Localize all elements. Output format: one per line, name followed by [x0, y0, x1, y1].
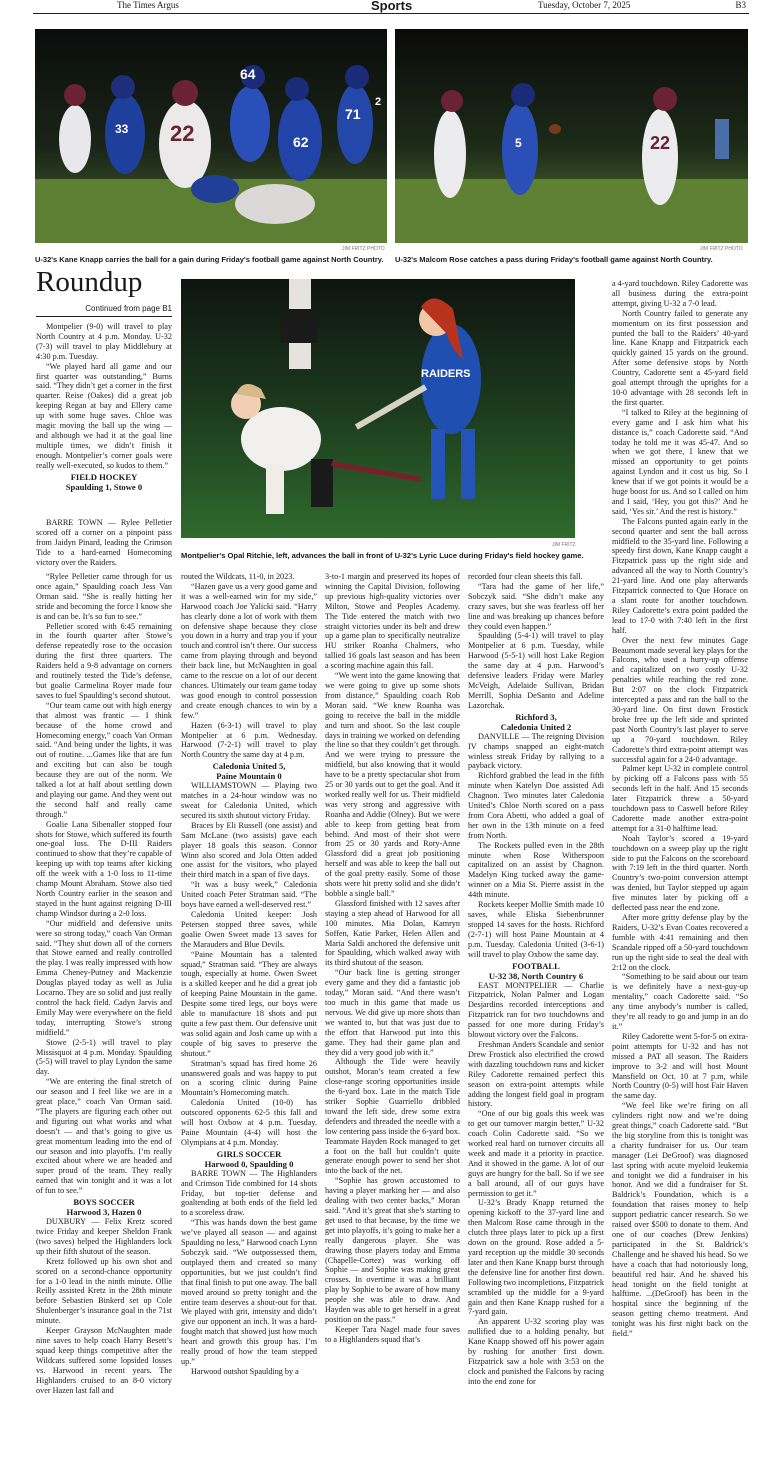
photo-caption: U-32's Malcom Rose catches a pass during Friday's football game against North Country.	[395, 255, 713, 264]
paragraph: Stowe (2-5-1) will travel to play Missisquoi at 4 p.m. Monday. Spaulding (5-5) will travel to play Lyndon the same day.	[36, 1037, 172, 1077]
subhead	[181, 761, 317, 781]
subhead-sport: BOYS SOCCER	[73, 1197, 135, 1208]
paragraph: “Sophie has grown accustomed to having a player marking her — and also dealing with two center backs,” Moran said. “And it’s great that she’s starting to get used to that because, by the time we get into playoffs, it’s going to make her a really dangerous player. She was drawing those players today and Emma (Chapelle-Cortez) was working off Sophie — and Sophie was making great crosses. In overtime it was a brilliant play by Sophie to be aware of how many people she was able to draw. And Hayden was able to get herself in a great position on the pass.”	[325, 1176, 460, 1324]
paragraph: routed the Wildcats, 11-0, in 2023.	[181, 572, 295, 581]
paragraph: Although the Tide were heavily outshot, Moran’s team created a few close-range scoring opportunities inside the 6-yard box. Late in the match Tide striker Sophie Guarriello dribbled toward the left side, drew some extra defenders and threaded the needle with a low centering pass inside the 6-yard box. Teammate Hayden Rock managed to get a foot on the ball but couldn’t quite generate enough power to send her shot into the back of the net.	[325, 1057, 460, 1176]
subhead-sport: GIRLS SOCCER	[216, 1148, 282, 1159]
photo-football-run	[35, 29, 387, 243]
paragraph: “Our team came out with high energy that almost was frantic — I think because of the home crowd and Homecoming energy,” coach Van Orman said. “And being under the lights, it was out of routine. ...Games like that are fun and exciting but can also be tough because they are out of the norm. We talked a lot at half about settling down and playing our game. And they went out the second half and really came through.”	[36, 700, 172, 819]
jersey-number: 64	[240, 66, 256, 82]
subhead-score: Harwood 3, Hazen 0	[66, 1207, 142, 1218]
paragraph: Rockets keeper Mollie Smith made 10 saves, while Eliska Siebenbrunner stopped 14 saves for the hosts. Richford (2-7-1) will host Paine Mountain at 4 p.m. Tuesday. Caledonia United (3-6-1) will travel to play Oxbow the same day.	[468, 900, 604, 959]
paragraph: Braces by Eli Russell (one assist) and Sam McLane (two assists) gave each player 18 goals this season. Connor Winn also scored and Jola Otten added one assist for the visitors, who played their third match in a span of five days.	[181, 820, 317, 880]
paragraph: Palmer kept U-32 in complete control by picking off a Falcons pass with 55 seconds left in the half. And 15 seconds later Fitzpatrick threw a 50-yard touchdown pass to Caswell before Riley Cadorette made another extra-point attempt for a 31-0 halftime lead.	[612, 764, 748, 833]
paragraph: “I talked to Riley at the beginning of every game and I ask him what his distance is,” coach Cadorette said. “And today he told me it was 45-47. And so when we got there, I knew that we missed an opportunity to get points against Lyndon and it cost us big. So I knew that if we got points it would be a huge boost for us. And so I called on him and I said, ‘Hey, you got this?’ And he said, ‘Yes sir.’ And the rest is history.”	[612, 407, 748, 516]
jersey-number: 62	[293, 134, 309, 150]
photo-credit: JIM FRITZ PHOTO	[342, 246, 385, 252]
paragraph: Pelletier scored with 6:45 remaining in the fourth quarter after Stowe’s defense repeatedly rose to the occasion during the first three quarters. The Raiders held a 9-8 advantage on corners and routinely tested the Tide’s defense, but goalie Carmelina Royer made four saves to fuel Spaulding’s second shutout.	[36, 621, 172, 700]
continued-line: Continued from page B1	[36, 304, 172, 317]
paragraph: Over the next few minutes Gage Beaumont made several key plays for the Falcons, who used a hurry-up offense and capitalized on two costly U-32 penalties while reaching the red zone. But 2:07 on the clock Fitzpatrick intercepted a pass and ran the ball to the 30-yard line. On first down Frostick broke free up the left side and sprinted past North Country’s last player to serve up a 70-yard touchdown. Riley Cadorette’s third extra-point attempt was successful again for a 24-0 advantage.	[612, 635, 748, 764]
photo-caption: U-32's Kane Knapp carries the ball for a gain during Friday's football game against North Country.	[35, 255, 384, 264]
article-column-1	[36, 322, 172, 492]
subhead-sport: FOOTBALL	[512, 960, 560, 971]
paragraph: Riley Cadorette went 5-for-5 on extra-point attempts for U-32 and has not missed a PAT all season. The Raiders improve to 3-2 and will host Mount Mansfield on Oct. 10 at 7 p.m, while North Country (0-5) will host Fair Haven the same day.	[612, 1031, 749, 1101]
paragraph: After more gritty defense play by the Raiders, U-32’s Evan Coates recovered a fumble with 4:41 remaining and then Scandale ripped off a 50-yard touchdown run up the right side to seal the deal with 2:12 on the clock.	[612, 913, 748, 972]
subhead-line: Paine Mountain 0	[216, 771, 282, 782]
paragraph: “This was hands down the best game we’ve played all season — and against Spaulding no less,” Harwood coach Lynn Sobczyk said. “We outpossessed them, outplayed them and created so many opportunities, but we just couldn’t find that final finish to put one away. The ball moved around so pretty tonight and the entire team deserves a shout-out for that. We played with grit, intensity and didn’t give our opponent an inch. It was a hard-fought match that showed just how much heart and growth this group has. I’m really proud of how the team stepped up.”	[181, 1218, 317, 1366]
paragraph: North Country failed to generate any momentum on its first possession and punted the ball to the Raiders’ 40-yard line. Kane Knapp and Fitzpatrick each quickly gained 15 yards on the ground. After some defensive stops by North Country, Cadorette sent a 45-yard field goal attempt through the uprights for a 10-0 advantage with 28 seconds left in the first quarter.	[612, 308, 748, 407]
paragraph: An apparent U-32 scoring play was nullified due to a holding penalty, but Kane Knapp showed off his power again by rushing for another first down. Fitzpatrick saw a hole with 3:53 on the clock and punished the Falcons by racing into the end zone for	[468, 1317, 604, 1386]
paragraph: “It was a busy week,” Caledonia United coach Peter Stratman said. “The boys have earned a well-deserved rest.”	[181, 880, 317, 910]
paragraph: Noah Taylor’s scored a 19-yard touchdown on a sweep play up the right side to put the Falcons on the scoreboard with 7:19 left in the third quarter. North Country’s two-point conversion attempt was denied, but Taylor stepped up again five minutes later by picking off a deflected pass near the end zone.	[612, 833, 748, 913]
jersey-number: 33	[115, 122, 129, 136]
subhead	[36, 1197, 172, 1217]
paragraph: “Hazen gave us a very good game and it was a well-earned win for my side,” Harwood coach Joe Yalicki said. “Harry has clearly done a lot of work with them on defensive shape because they close you down in a hurry and trap you if your touch and control isn’t there. Our success came from playing through and beyond their back line, but McNaughten in goal came to the rescue on a lot of our decent chances. Ultimately our team game today was good enough to control possession and create enough chances to win by a few.”	[181, 581, 317, 720]
paragraph: EAST MONTPELIER — Charlie Fitzpatrick, Nolan Palmer and Logan Desjardins recorded interceptions and Fitzpatrick ran for two touchdowns and passed for one more during Friday’s blowout victory over the Falcons.	[468, 980, 604, 1040]
jersey-number: 5	[515, 136, 522, 150]
page-title: Roundup	[36, 266, 143, 298]
paragraph: “Paine Mountain has a talented squad,” Stratman said. “They are always tough, especially at home. Owen Sweet is a skilled keeper and he did a great job of keeping Paine Mountain in the game. Despite some tired legs, our boys were able to manufacture 18 shots and put quite a few past them. Our defensive unit was solid again and Josh came up with a couple of big saves to preserve the shutout.”	[181, 949, 317, 1058]
paragraph: WILLIAMSTOWN — Playing two matches in a 24-hour window was no sweat for Caledonia United, which secured its sixth shutout victory Friday.	[181, 781, 317, 820]
photo-caption: Montpelier's Opal Ritchie, left, advances the ball in front of U-32's Lyric Luce during Friday's field hockey game.	[181, 551, 584, 560]
subhead-score: Harwood 0, Spaulding 0	[204, 1158, 294, 1169]
paragraph: Harwood outshot Spaulding by a	[191, 1366, 299, 1376]
paragraph: BARRE TOWN — The Highlanders and Crimson Tide combined for 14 shots Friday, but top-tier defense and goaltending at both ends of the field led to a scoreless draw.	[181, 1168, 317, 1218]
paragraph: Caledonia United (10-0) has outscored opponents 62-5 this fall and will host Oxbow at 4 p.m. Tuesday. Paine Mountain (4-4) will host the Olympians at 4 p.m. Monday.	[181, 1098, 317, 1147]
paragraph: Richford grabbed the lead in the fifth minute when Katelyn Doe assisted Adi Chagnon. Two minutes later Caledonia United’s Chloe North scored on a pass from Cora Abetti, who added a goal of her own in the 13th minute on a feed from North.	[468, 771, 604, 840]
article-column-4	[468, 572, 604, 1387]
photo-field-hockey	[181, 279, 575, 538]
paragraph: Montpelier (9-0) will travel to play North Country at 4 p.m. Monday. U-32 (7-3) will travel to play Middlebury at 4:30 p.m. Tuesday.	[36, 322, 172, 361]
paragraph: Glassford finished with 12 saves after staying a step ahead of Harwood for all 100 minutes. Mia Dolan, Kamryn Soffen, Katie Parker, Helen Allen and Maria Saldi anchored the defensive unit for Spaulding, which walked away with its third shutout of the season.	[325, 898, 460, 968]
publication-name: The Times Argus	[117, 0, 179, 10]
paragraph: recorded four clean sheets this fall.	[468, 572, 583, 581]
photo-football-catch-image	[395, 29, 748, 243]
paragraph: Caledonia United keeper: Josh Petersen stopped three saves, while goalie Owen Sweet made 13 saves for the Marauders and Blue Devils.	[181, 910, 317, 949]
photo-field-hockey-image	[181, 279, 575, 538]
page-number: B3	[735, 0, 746, 10]
paragraph: “Our back line is getting stronger every game and they did a fantastic job today,” Moran said. “And there wasn’t too much in this game that made us nervous. We did give up more shots than we wanted to, but that was just due to the effort that Harwood put into this game. They had their game plan and they did a very good job with it.”	[325, 968, 460, 1057]
article-column-2	[181, 572, 317, 1377]
paragraph: Keeper Tara Nagel made four saves to a Highlanders squad that’s	[325, 1324, 460, 1344]
jersey-number: 22	[650, 133, 671, 153]
paragraph: “We played hard all game and our first quarter was outstanding,” Burns said. “They didn’t get a corner in the first quarter. Reise (Oakes) did a great job keeping Regan at bay and Ellery came up with some huge saves. Chloe was magic moving the ball up the wing — and although we had it at the goal line multiple times, we didn’t finish it enough. Montpelier’s corner goals were really well-executed, so kudos to them.”	[36, 361, 172, 470]
paragraph: “Something to be said about our team is we definitely have a next-guy-up mentality,” coach Cadorette said. “So any time anybody’s number is called, they’re all ready to go and jump in an do it.”	[612, 972, 748, 1031]
jersey-text: RAIDERS	[421, 368, 471, 380]
subhead-score: U-32 38, North Country 6	[488, 970, 584, 981]
paragraph: Stratman’s squad has fired home 26 unanswered goals and was happy to put on a scoring clinic during Paine Mountain’s Homecoming match.	[181, 1058, 317, 1098]
paragraph: “We went into the game knowing that we were going to give up some shots from distance,” Spaulding coach Rob Moran said. “We knew Roanha was going to receive the ball in the middle and turn and shoot. So the last couple days in training we worked on defending the line so that they couldn’t get through. And we were trying to pressure the midfield, but also knowing that it would have to be a pretty spectacular shot from 25 or 30 yards out to get the goal. And it worked really well for us. Their midfield was very strong and aggressive with Roanha and Addie (Olney). But we were able to keep from getting beat from behind. And most of their shot were from 25 or 30 yards and Rory-Anne Glassford did a great job positioning herself and was able to keep the ball out of the goal pretty easily. Some of those shots were hit pretty solid and she didn’t bobble a single ball.”	[325, 671, 460, 898]
photo-credit: JIM FRITZ PHOTO	[700, 246, 743, 252]
paragraph: a 4-yard touchdown. Riley Cadorette was all business during the extra-point attempt, giving U-32 a 7-0 lead.	[612, 279, 748, 308]
paragraph: Kretz followed up his own shot and scored on a second-chance opportunity for a 1-0 lead in the ninth minute. Ollie Reilly assisted Kretz in the 28th minute before Sebastien Binkerd set up Cole Shulenberger’s insurance goal in the 71st minute.	[36, 1256, 172, 1326]
paragraph: The Falcons punted again early in the second quarter and sent the ball across midfield to the 35-yard line. Following a speedy first down, Kane Knapp caught a Fitzpatrick pass up the right side and advanced all the way to North Country’s 21-yard line. And one play afterwards Fitzpatrick connected to Que Horace on a slant route for another touchdown. Riley Cadorette’s extra point padded the lead to 17-0 with 7:40 left in the first half.	[612, 516, 748, 635]
paragraph: DUXBURY — Felix Kretz scored twice Friday and keeper Sheldon Frank (two saves) helped the Highlanders lock up their fifth shutout of the season.	[36, 1217, 172, 1256]
jersey-number: 22	[170, 121, 195, 146]
jersey-number: 71	[345, 106, 361, 122]
subhead-sport: FIELD HOCKEY	[70, 471, 138, 482]
paragraph: The Rockets pulled even in the 28th minute when Rose Witherspoon capitalized on an assist by Chagnon. Madelyn King tucked away the game-winner on a Mia St. Pierre assist in the 44th minute.	[468, 840, 604, 900]
jersey-number: 2	[375, 96, 382, 108]
section-name: Sports	[371, 0, 413, 13]
paragraph: U-32’s Brady Knapp returned the opening kickoff to the 37-yard line and then Malcom Rose came through in the clutch three plays later to pick up a first down on the ground. Rose added a 5-yard reception up the middle 30 seconds later and then Kane Knapp burst through the defensive line for another first down. Following two incompletions, Fitzpatrick scrambled up the middle for a 9-yard gain and then Kane Knapp rushed for a 7-yard gain.	[468, 1198, 604, 1317]
paragraph: Spaulding (5-4-1) will travel to play Montpelier at 6 p.m. Tuesday, while Harwood (5-5-1) will host Lake Region the same day at 4 p.m. Harwood’s defensive leaders Friday were Marley McVeigh, Adelaide Sullivan, Bridan Merrill, Sophia DeSanto and Adeline Lazorchak.	[468, 631, 604, 710]
paragraph: “We are entering the final stretch of our season and I feel like we are in a great place,” coach Van Orman said. “The players are figuring each other out and figuring out what works and what doesn’t — and that’s going to give us great momentum leading into the end of our season and into playoffs. I’m really excited about where we are headed and super proud of the team. They really earned that win tonight and it was a lot of fun to see.”	[36, 1077, 172, 1196]
paragraph: Freshman Anders Scandale and senior Drew Frostick also electrified the crowd with dazzling touchdown runs and kicker Riley Cadorette remained perfect this season on extra-point attempts while adding the longest field goal in program history.	[468, 1039, 604, 1109]
page-header	[33, 0, 749, 14]
paragraph: “Tara had the game of her life,” Sobczyk said. “She didn’t make any crazy saves, but she was fearless off her line and was breaking up chances before they could even happen.”	[468, 581, 604, 631]
paragraph: “One of our big goals this week was to get our turnover margin better,” U-32 coach Colin Cadorette said. “So we worked real hard on turnover circuits all week and made it a priority in practice. And it showed in the game. A lot of our guys are hungry for the ball. So if we see a ball around, all of our guys have permission to get it.”	[468, 1109, 604, 1198]
paragraph: Goalie Lana Sibenaller stopped four shots for Stowe, which suffered its fourth one-goal loss. The D-III Raiders continued to show that they’re capable of keeping up with top teams after kicking off the week with a 1-0 loss to 11-time champ Mount Abraham. Stowe also tied North Country earlier in the season and stayed in the hunt against reigning D-III champ Windsor during a 2-0 loss.	[36, 819, 172, 918]
issue-date: Tuesday, October 7, 2025	[538, 0, 631, 10]
subhead-line: Caledonia United 5,	[212, 761, 286, 772]
subhead-line: Caledonia United 2	[500, 721, 572, 732]
article-column-1c	[36, 572, 172, 1395]
photo-credit: JIM FRITZ	[552, 542, 576, 548]
paragraph: “Rylee Pelletier came through for us once again,” Spaulding coach Jess Van Orman said. “She is really hitting her stride and becoming the force I know she is and can be. It’s so fun to see.”	[36, 572, 172, 621]
paragraph: DANVILLE — The reigning Division IV champs snapped an eight-match winless streak Friday by rallying to a payback victory.	[468, 731, 604, 771]
subhead	[468, 961, 604, 981]
photo-football-catch	[395, 29, 748, 243]
paragraph: Keeper Grayson McNaughten made nine saves to help coach Harry Besett’s squad keep things competitive after the Wildcats suffered some lopsided losses vs. Harwood in recent years. The Highlanders cruised to an 8-0 victory over Hazen last fall and	[36, 1326, 172, 1395]
subhead	[181, 1149, 317, 1169]
paragraph: “Our midfield and defensive units were so strong today,” coach Van Orman said. “They shut down all of the corners that Stowe earned and really controlled the play. I was really impressed with how Emma Cheney-Putney and Mackenzie Douglas played today as well as Julia Locarno. They are so solid and just really control the back field. Cadyn Jarvis and Emily May were everywhere on the field today, interrupting Stowe’s strong midfield.”	[36, 918, 172, 1037]
subhead	[36, 472, 172, 492]
paragraph: BARRE TOWN — Rylee Pelletier scored off a corner on a pinpoint pass from Jaidyn Pinard, leading the Crimson Tide to a hard-earned Homecoming victory over the Raiders.	[36, 518, 172, 567]
subhead-line: Richford 3,	[515, 711, 557, 722]
subhead-score: Spaulding 1, Stowe 0	[65, 481, 143, 492]
subhead	[468, 712, 604, 732]
article-column-3	[325, 572, 460, 1345]
photo-football-run-image	[35, 29, 387, 243]
paragraph: Hazen (6-3-1) will travel to play Montpelier at 6 p.m. Wednesday. Harwood (7-2-1) will travel to play North Country the same day at 4 p.m.	[181, 720, 317, 760]
article-column-1b	[36, 518, 172, 568]
paragraph: 3-to-1 margin and preserved its hopes of winning the Capital Division, following up previous high-quality victories over Milton, Stowe and Peoples Academy. The Tide entered the match with two straight victories under its belt and drew up a game plan to specifically neutralize HU striker Roanha Chalmers, who tallied 16 goals last season and has been a scoring machine again this fall.	[325, 572, 460, 671]
article-column-5	[612, 279, 748, 1339]
paragraph: “We feel like we’re firing on all cylinders right now and we’re doing great things,” coach Cadorette said. “But the big storyline from this is tonight was a charity fundraiser for us. Our team manager (Lei DeGroof) was diagnosed last spring with acute myeloid leukemia and tonight we did a fundraiser in his honor. And we did a fundraiser for St. Baldrick’s Foundation, which is a foundation that raises money to help support pediatric cancer research. So we raised over $500 to donate to them. And one of our coaches (Drew Jenkins) participated in the St. Baldrick’s Challenge and he shaved his head. So we have a coach that had notoriously long, beautiful red hair. And he shaved his head tonight on the field tonight at halftime. ...(DeGroof) has been in the hospital since the beginning of the season getting chemo treatment. And tonight was his first night back on the field.”	[612, 1101, 748, 1339]
